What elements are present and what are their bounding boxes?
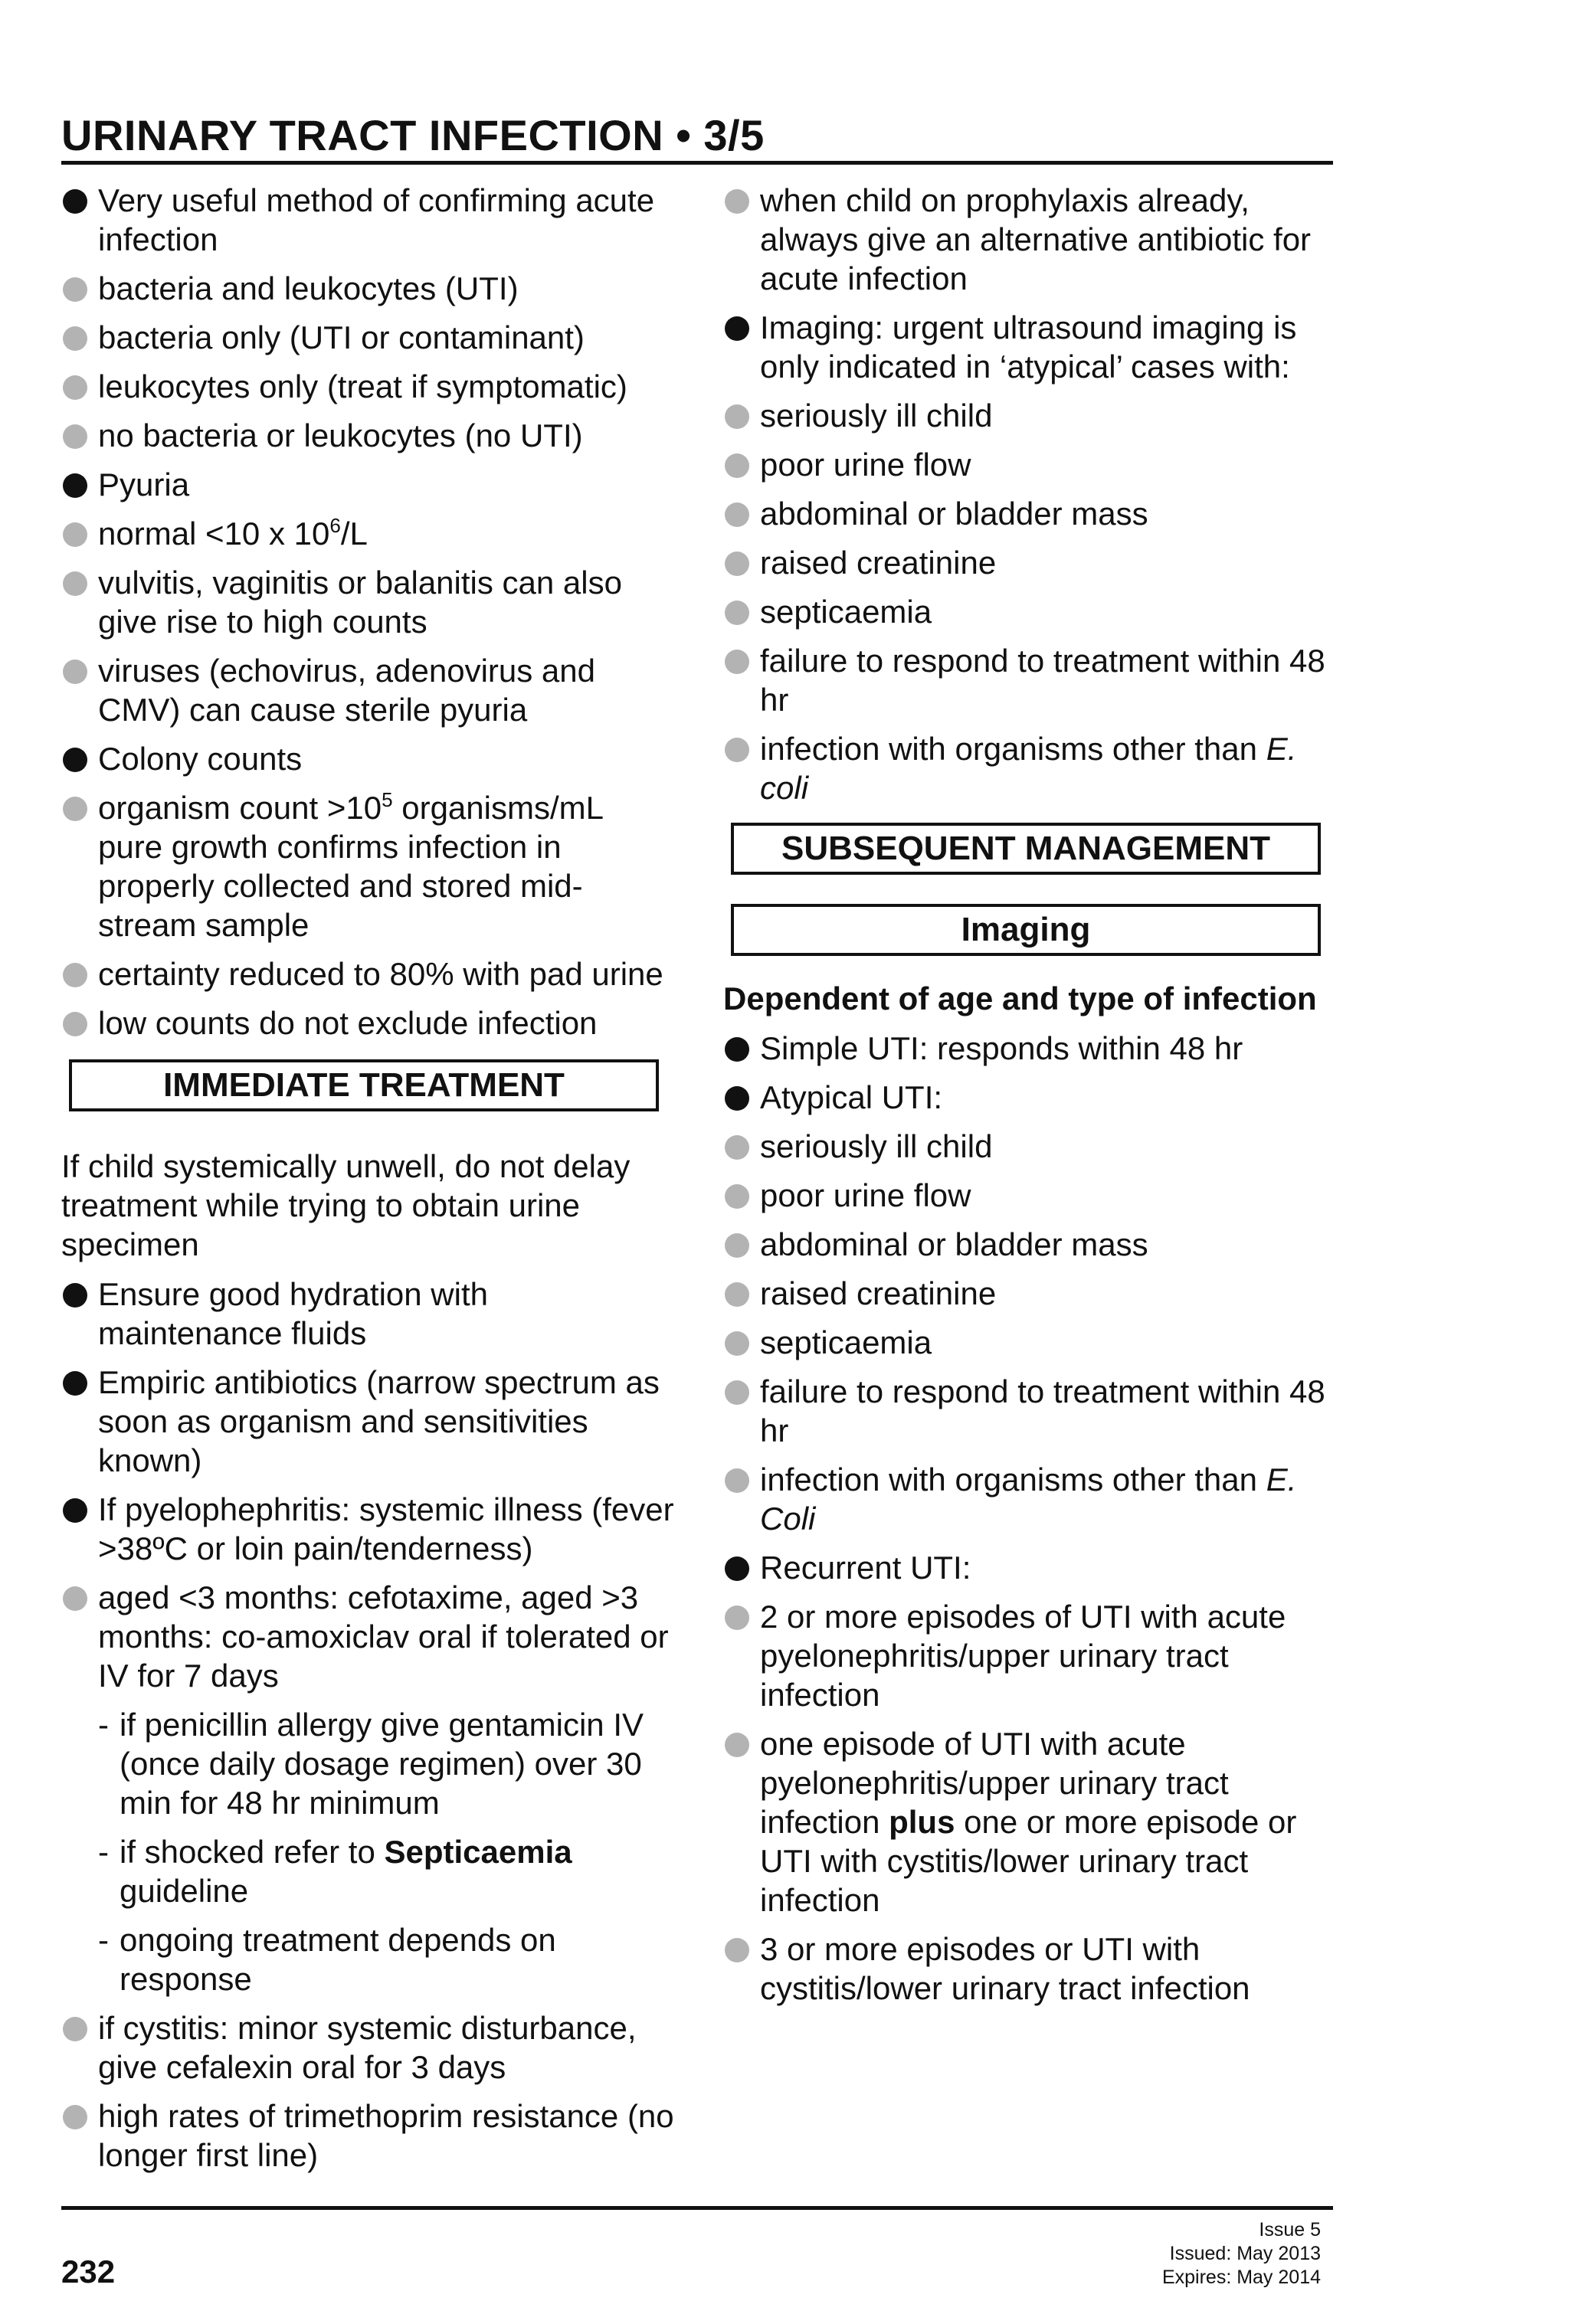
left-column <box>61 181 674 2185</box>
list-item: failure to respond to treatment within 48 hr <box>723 641 1336 719</box>
list-item: when child on prophylaxis already, always give an alternative antibiotic for acute infection <box>723 181 1336 298</box>
list-item: bacteria only (UTI or contaminant) <box>61 318 674 357</box>
expires-date: Expires: May 2014 <box>1161 2267 1321 2288</box>
list-item: Ensure good hydration with maintenance fluids <box>61 1275 674 1353</box>
list-item: organism count $>10^5$ organisms/mL pure growth confirms infection in properly collected and stored mid-stream sample <box>61 788 674 944</box>
list-item: Empiric antibiotics (narrow spectrum as soon as organism and sensitivities known) <box>61 1363 674 1480</box>
sub-item-ongoing: - ongoing treatment depends on response <box>61 1920 674 1998</box>
page-title: URINARY TRACT INFECTION • 3/5 <box>61 111 765 159</box>
sub-item-shocked: - if shocked refer to Septicaemia guideline <box>61 1832 674 1910</box>
list-item: if cystitis: minor systemic disturbance, give cefalexin oral for 3 days <box>61 2008 674 2087</box>
list-item: aged <3 months: cefotaxime, aged >3 months: co-amoxiclav oral if tolerated or IV for 7 days <box>61 1578 674 1695</box>
left-list-a <box>61 181 674 504</box>
list-item: Very useful method of confirming acute infection <box>61 181 674 259</box>
imaging-heading: Imaging <box>731 904 1321 956</box>
issue-number: Issue 5 <box>1259 2219 1321 2241</box>
sub-item-penicillin: - if penicillin allergy give gentamicin IV (once daily dosage regimen) over 30 min for 48 hr minimum <box>61 1705 674 1822</box>
list-item: poor urine flow <box>723 1176 1336 1215</box>
list-item: raised creatinine <box>723 543 1336 582</box>
list-item: vulvitis, vaginitis or balanitis can also give rise to high counts <box>61 563 674 641</box>
left-list-d <box>61 1275 674 1695</box>
list-item: seriously ill child <box>723 1127 1336 1166</box>
list-item: one episode of UTI with acute pyelonephritis/upper urinary tract infection plus one or more episode or UTI with cystitis/lower urinary tract infection <box>723 1724 1336 1920</box>
list-item: abdominal or bladder mass <box>723 494 1336 533</box>
list-item: failure to respond to treatment within 48 hr <box>723 1372 1336 1450</box>
left-list-b <box>61 563 674 778</box>
list-item: 3 or more episodes or UTI with cystitis/lower urinary tract infection <box>723 1930 1336 2008</box>
list-item: 2 or more episodes of UTI with acute pyelonephritis/upper urinary tract infection <box>723 1597 1336 1714</box>
list-item: Recurrent UTI: <box>723 1548 1336 1587</box>
right-list-a <box>723 181 1336 719</box>
issue-info <box>1162 2218 1321 2290</box>
list-item: Pyuria <box>61 465 674 504</box>
list-item: viruses (echovirus, adenovirus and CMV) can cause sterile pyuria <box>61 651 674 729</box>
title-rule <box>61 161 1333 165</box>
left-list-c <box>61 954 674 1043</box>
list-item: bacteria and leukocytes (UTI) <box>61 269 674 308</box>
issued-date: Issued: May 2013 <box>1169 2243 1321 2264</box>
list-item: infection with organisms other than E. Coli <box>723 1460 1336 1538</box>
list-item: seriously ill child <box>723 396 1336 435</box>
right-column <box>723 181 1336 2018</box>
list-item: raised creatinine <box>723 1274 1336 1313</box>
immediate-treatment-heading: IMMEDIATE TREATMENT <box>69 1059 659 1111</box>
list-item: normal <10 x $10^6/L$ <box>61 514 674 553</box>
subsequent-management-heading: SUBSEQUENT MANAGEMENT <box>731 823 1321 875</box>
immediate-intro: If child systemically unwell, do not delay treatment while trying to obtain urine specimen <box>61 1148 631 1262</box>
list-item: Atypical UTI: <box>723 1078 1336 1117</box>
list-item: high rates of trimethoprim resistance (no longer first line) <box>61 2097 674 2175</box>
list-item: abdominal or bladder mass <box>723 1225 1336 1264</box>
left-list-e <box>61 2008 674 2175</box>
list-item: septicaemia <box>723 592 1336 631</box>
list-item: Imaging: urgent ultrasound imaging is only indicated in ‘atypical’ cases with: <box>723 308 1336 386</box>
list-item: leukocytes only (treat if symptomatic) <box>61 367 674 406</box>
list-item: Simple UTI: responds within 48 hr <box>723 1029 1336 1068</box>
list-item: certainty reduced to 80% with pad urine <box>61 954 674 993</box>
right-list-b <box>723 1029 1336 1450</box>
list-item: Colony counts <box>61 739 674 778</box>
list-item: no bacteria or leukocytes (no UTI) <box>61 416 674 455</box>
footer-rule <box>61 2206 1333 2210</box>
page-number: 232 <box>61 2254 116 2290</box>
list-item: If pyelophephritis: systemic illness (fever >38ºC or loin pain/tenderness) <box>61 1490 674 1568</box>
list-item: poor urine flow <box>723 445 1336 484</box>
imaging-intro: Dependent of age and type of infection <box>723 980 1317 1016</box>
list-item: low counts do not exclude infection <box>61 1003 674 1043</box>
list-item: septicaemia <box>723 1323 1336 1362</box>
list-item: infection with organisms other than E. coli <box>723 729 1336 807</box>
